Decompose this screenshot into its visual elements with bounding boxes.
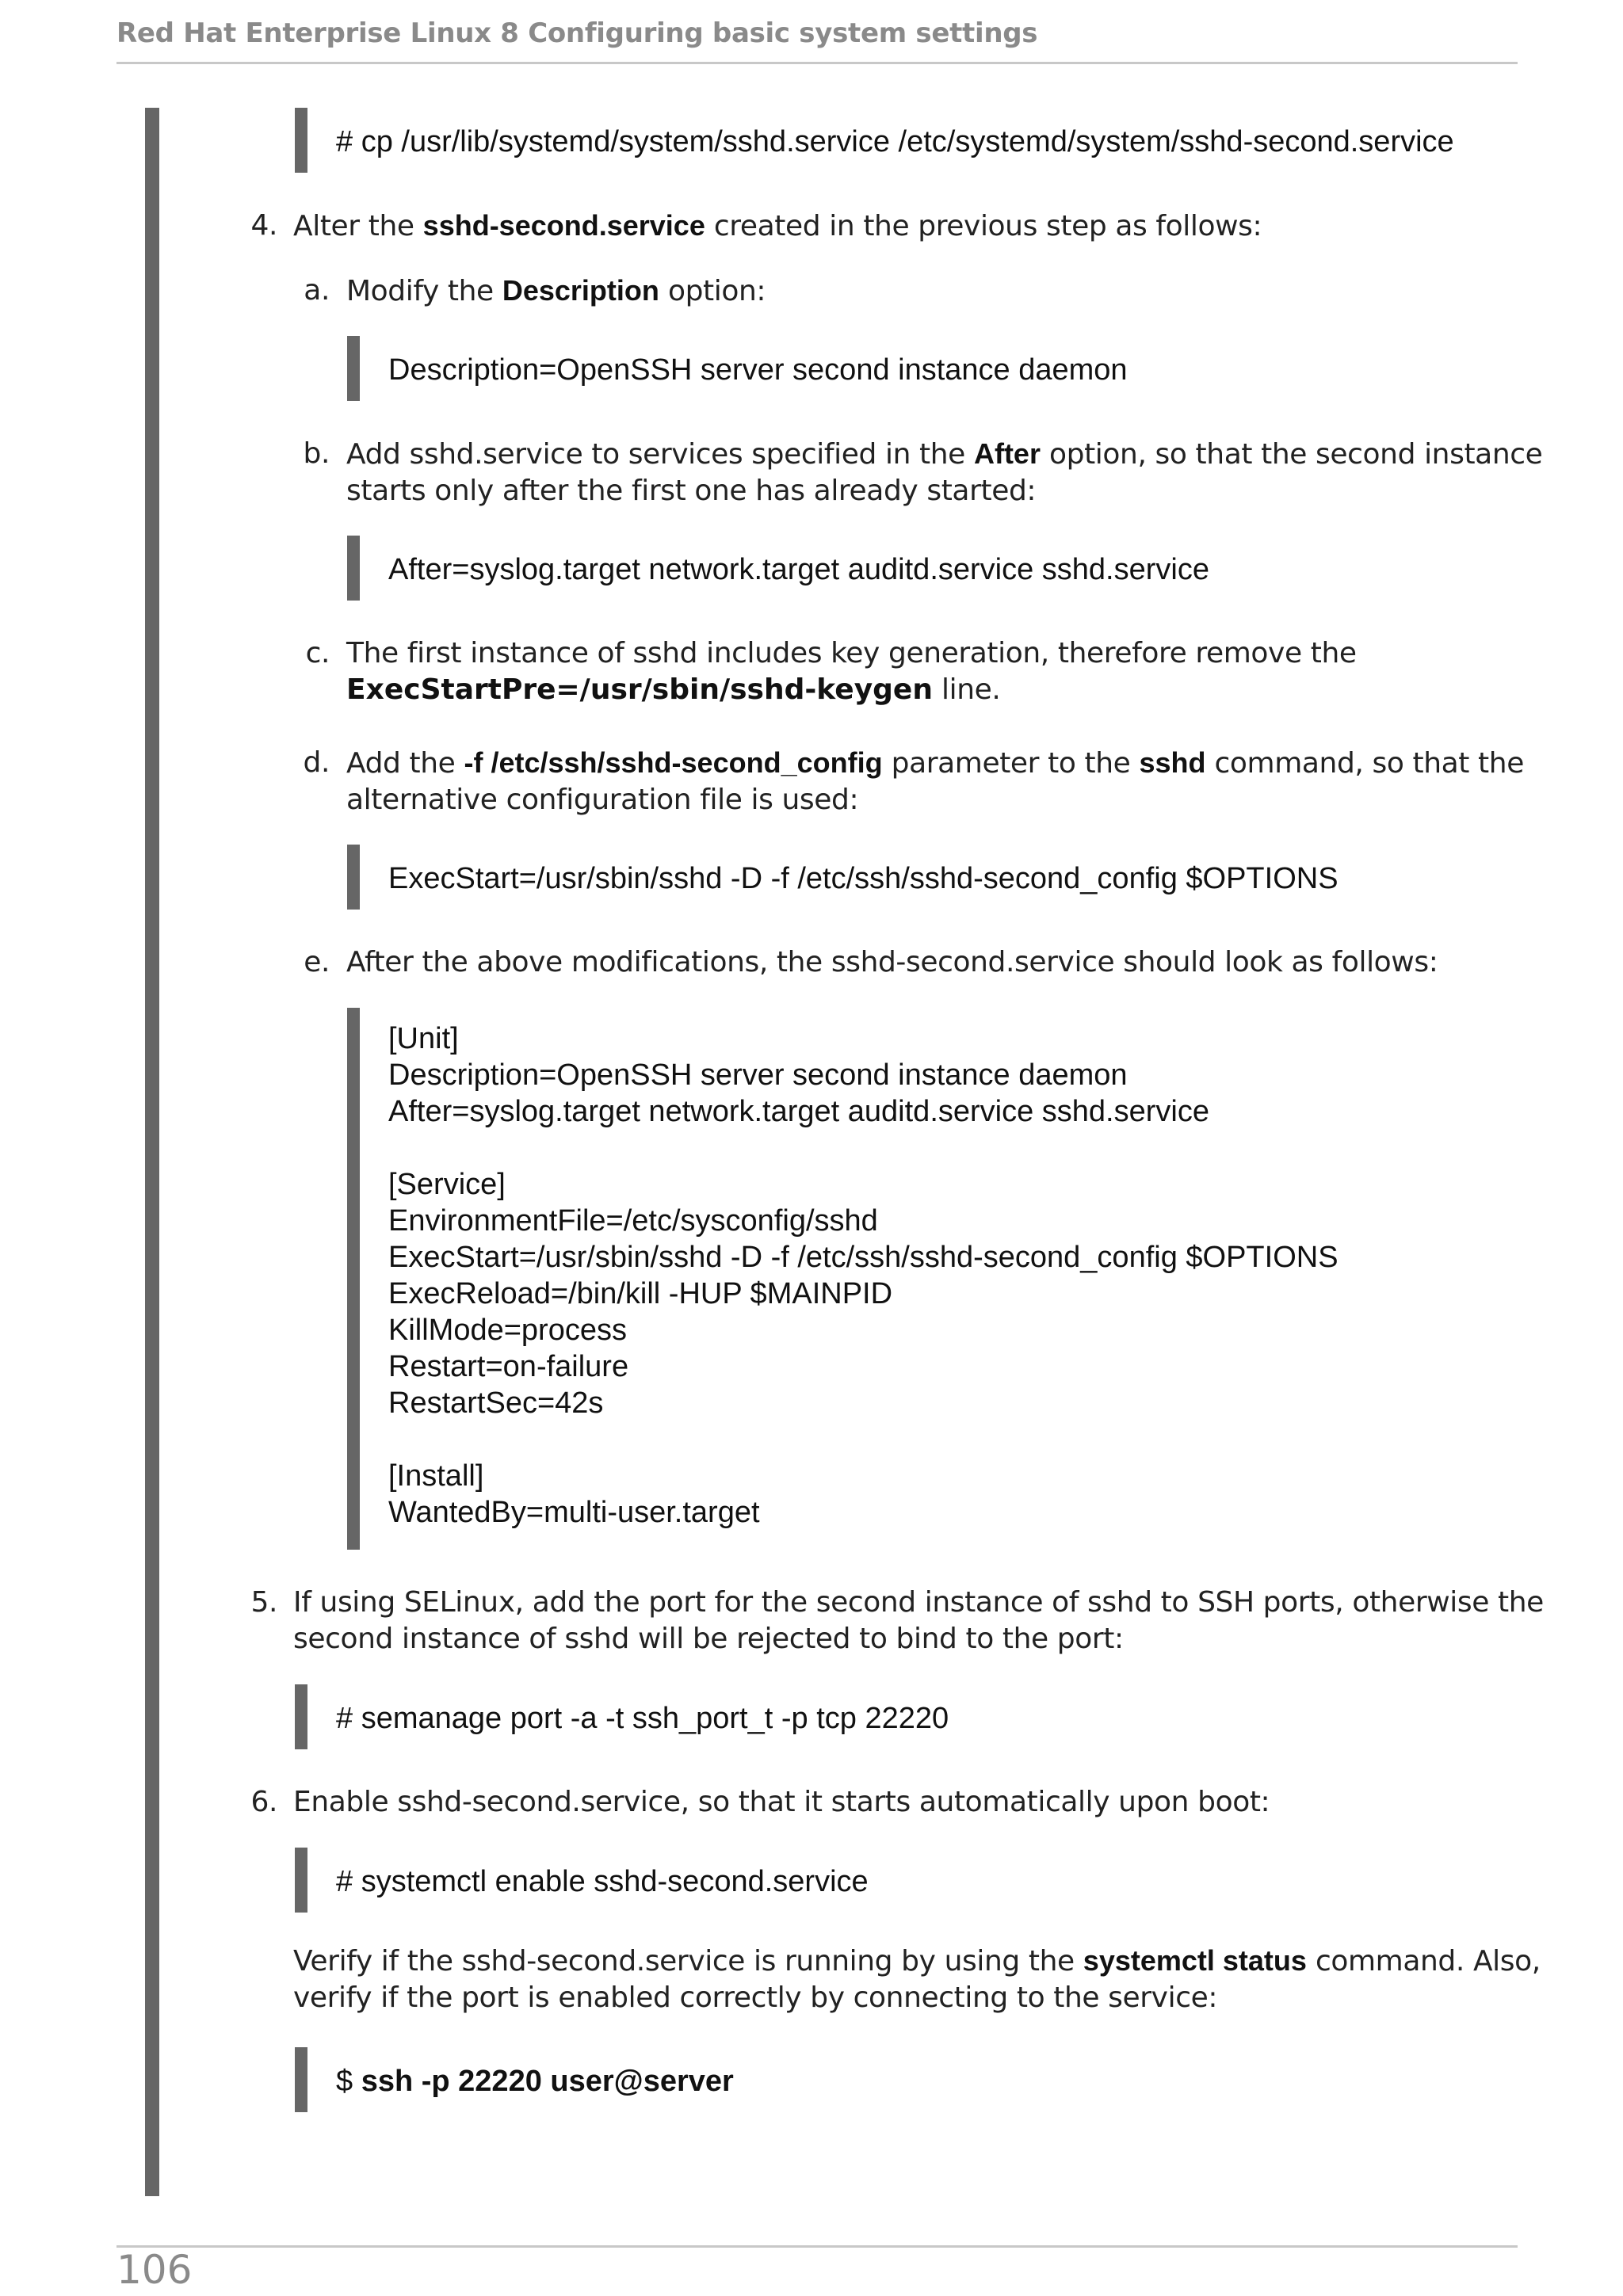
text: Add sshd.service to services specified in the <box>346 438 974 471</box>
bold-term: ExecStartPre=/usr/sbin/sshd-keygen <box>346 673 933 706</box>
code-block-bar <box>295 108 307 173</box>
substep-a-text <box>346 273 766 310</box>
text: If using SELinux, add the port for the second instance of sshd to SSH ports, otherwise the <box>293 1586 1544 1619</box>
semanage-code: # semanage port -a -t ssh_port_t -p tcp 22220 <box>336 1702 949 1735</box>
text: command, so that the <box>1205 747 1524 780</box>
systemctl-enable-code: # systemctl enable sshd-second.service <box>336 1865 869 1898</box>
text: option, so that the second instance <box>1040 438 1543 471</box>
substep-d-text <box>346 745 1524 818</box>
code-block-bar <box>295 1848 307 1913</box>
substep-c-text <box>346 635 1357 708</box>
text: Add the <box>346 747 464 780</box>
text: verify if the port is enabled correctly by connecting to the service: <box>293 1981 1218 2014</box>
text: alternative configuration file is used: <box>346 784 859 816</box>
footer-rule <box>116 2245 1518 2248</box>
substep-e-text: After the above modifications, the sshd-second.service should look as follows: <box>346 946 1438 978</box>
text: starts only after the first one has already started: <box>346 475 1037 507</box>
step-number: 4. <box>250 209 277 242</box>
bold-term: -f /etc/ssh/sshd-second_config <box>464 746 883 779</box>
substep-letter: c. <box>305 637 330 669</box>
code-block-bar <box>347 536 360 601</box>
step-5-text <box>293 1585 1544 1657</box>
text: Verify if the sshd-second.service is running by using the <box>293 1945 1083 1978</box>
step-4-text <box>293 208 1262 245</box>
bold-term: systemctl status <box>1083 1944 1307 1977</box>
substep-letter: a. <box>304 274 330 307</box>
text: Modify the <box>346 275 502 307</box>
prompt: $ <box>336 2065 361 2098</box>
description-code: Description=OpenSSH server second instance daemon <box>388 353 1128 387</box>
page-header-title: Red Hat Enterprise Linux 8 Configuring basic system settings <box>116 17 1038 49</box>
code-block-bar <box>295 1684 307 1749</box>
step-number: 5. <box>250 1586 277 1619</box>
code-block-bar <box>295 2047 307 2112</box>
page-number: 106 <box>116 2247 193 2293</box>
bold-term: sshd-second.service <box>422 209 705 242</box>
substep-b-text <box>346 436 1542 509</box>
text: created in the previous step as follows: <box>705 210 1262 242</box>
unit-file-code: [Unit] Description=OpenSSH server second instance daemon After=syslog.target network.target auditd.service sshd.service [Service] EnvironmentFile=/etc/sysconfig/sshd ExecStart=/usr/sbin/sshd -D -f /etc/ssh/sshd-second_config $OPTIONS ExecReload=/bin/kill -HUP $MAINPID KillMode=process Restart=on-failure RestartSec=42s [Install] WantedBy=multi-user.target <box>388 1022 1338 1529</box>
verify-text <box>293 1943 1541 2016</box>
text: command. Also, <box>1306 1945 1541 1978</box>
bold-term: After <box>973 437 1041 470</box>
step-6-text: Enable sshd-second.service, so that it starts automatically upon boot: <box>293 1786 1270 1818</box>
bold-command: ssh -p 22220 user@server <box>361 2065 734 2098</box>
bold-term: sshd <box>1139 746 1206 779</box>
code-block-bar <box>347 1008 360 1550</box>
after-code: After=syslog.target network.target auditd.service sshd.service <box>388 553 1209 586</box>
text: parameter to the <box>882 747 1140 780</box>
substep-letter: b. <box>303 437 330 470</box>
substep-letter: d. <box>303 746 330 779</box>
cp-command: # cp /usr/lib/systemd/system/sshd.service /etc/systemd/system/sshd-second.service <box>336 125 1454 158</box>
text: second instance of sshd will be rejected to bind to the port: <box>293 1623 1124 1655</box>
ssh-verify-code <box>336 2063 734 2100</box>
bold-term: Description <box>502 274 659 307</box>
code-block-bar <box>347 845 360 910</box>
text: Alter the <box>293 210 423 242</box>
step-number: 6. <box>250 1786 277 1818</box>
code-block-bar <box>347 336 360 401</box>
text: option: <box>659 275 766 307</box>
text: The first instance of sshd includes key generation, therefore remove the <box>346 637 1357 669</box>
procedure-sidebar-bar <box>145 108 159 2196</box>
header-rule <box>116 62 1518 64</box>
text: line. <box>932 673 1001 706</box>
substep-letter: e. <box>304 946 330 978</box>
execstart-code: ExecStart=/usr/sbin/sshd -D -f /etc/ssh/sshd-second_config $OPTIONS <box>388 862 1338 895</box>
